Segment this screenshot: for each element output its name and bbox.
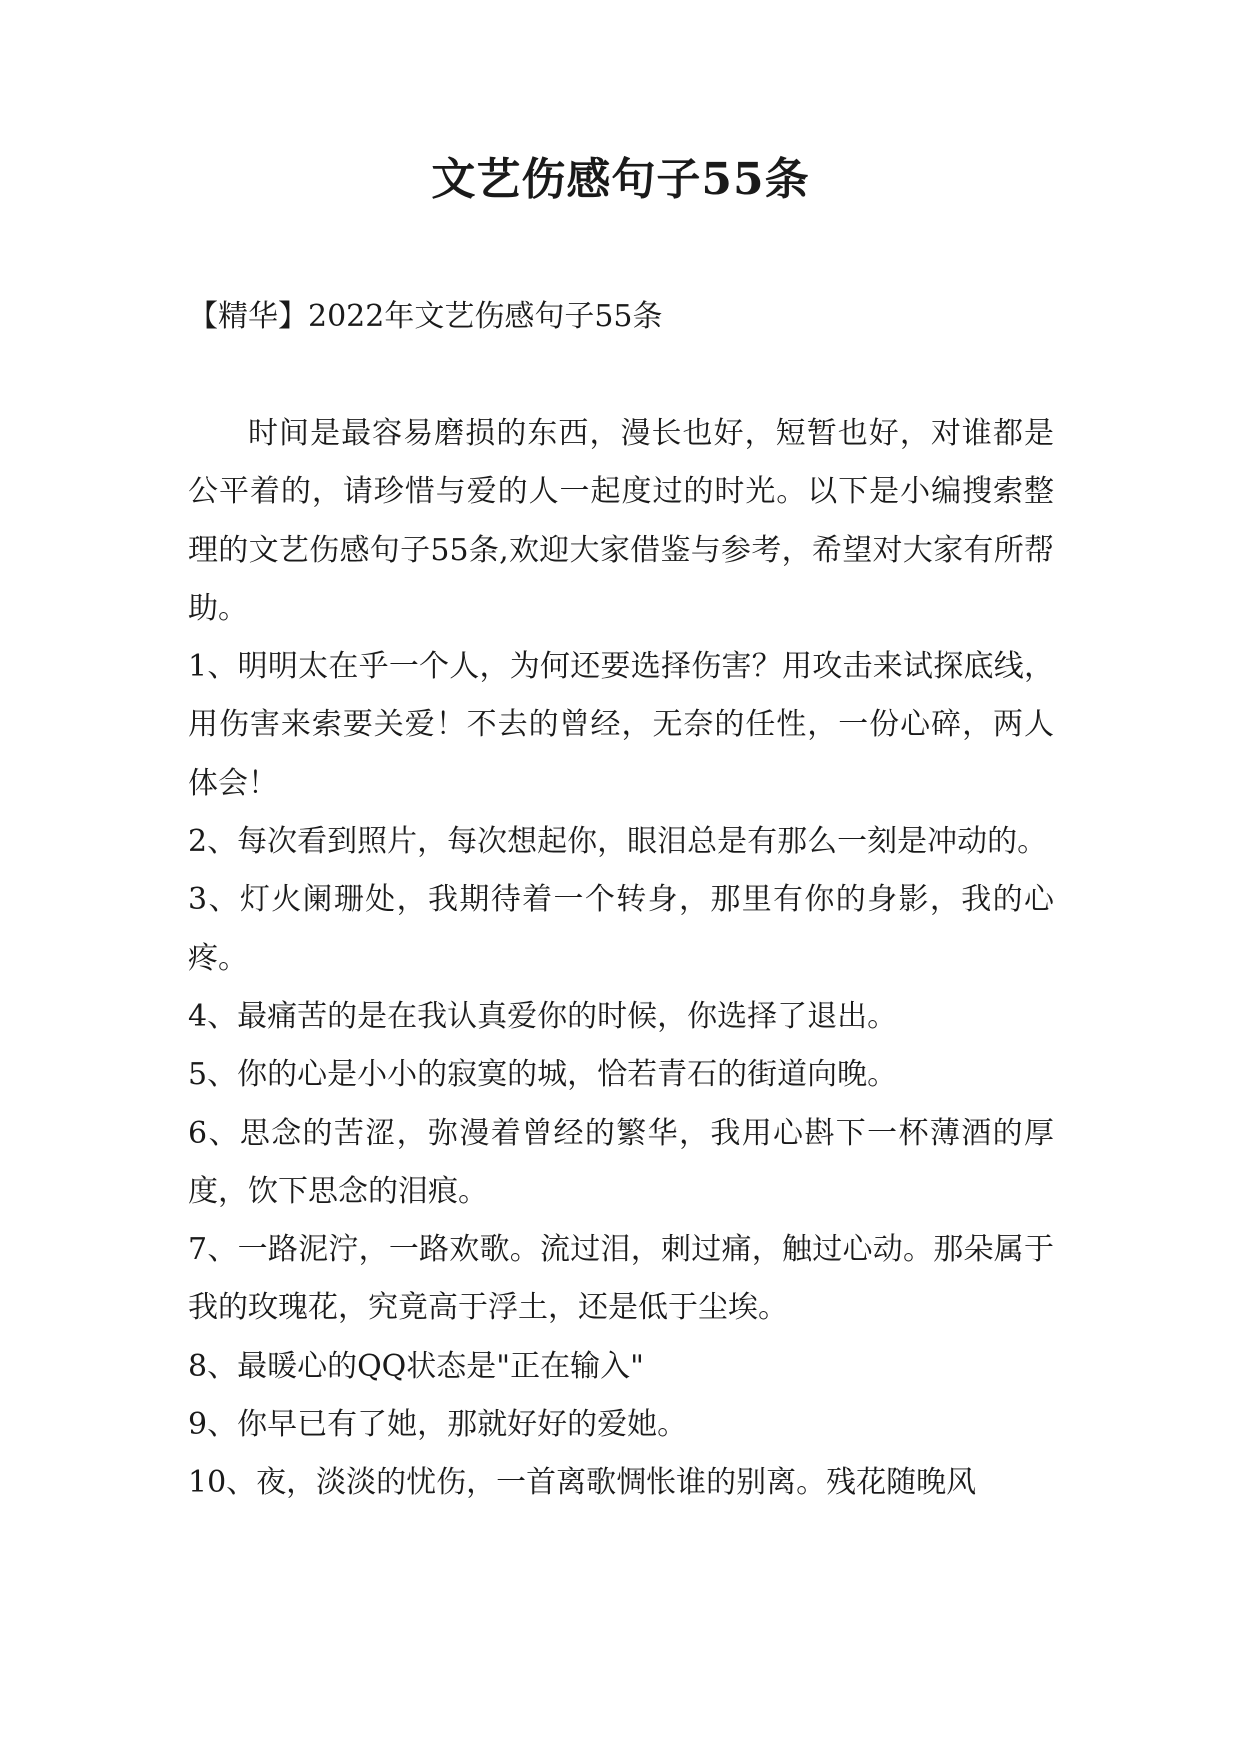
list-item-5: 5、你的心是小小的寂寞的城，恰若青石的街道向晚。 (188, 1057, 898, 1093)
document-body (188, 405, 1054, 1513)
list-item-4: 4、最痛苦的是在我认真爱你的时候，你选择了退出。 (188, 998, 898, 1034)
document-title: 文艺伤感句子55条 (431, 154, 810, 205)
list-item-6: 6、思念的苦涩，弥漫着曾经的繁华，我用心斟下一杯薄酒的厚度，饮下思念的泪痕。 (188, 1115, 1054, 1209)
list-item-9: 9、你早已有了她，那就好好的爱她。 (188, 1407, 688, 1443)
document-subtitle: 【精华】2022年文艺伤感句子55条 (188, 299, 663, 334)
list-item-10: 10、夜，淡淡的忧伤，一首离歌惆怅谁的别离。残花随晚风 (188, 1465, 977, 1501)
list-item-8: 8、最暖心的QQ状态是"正在输入" (188, 1348, 644, 1384)
list-item-3: 3、灯火阑珊处，我期待着一个转身，那里有你的身影，我的心疼。 (188, 882, 1054, 976)
list-item-7: 7、一路泥泞，一路欢歌。流过泪，刺过痛，触过心动。那朵属于我的玫瑰花，究竟高于浮土，还是低于尘埃。 (188, 1232, 1054, 1326)
list-item-2: 2、每次看到照片，每次想起你，眼泪总是有那么一刻是冲动的。 (188, 824, 1048, 860)
intro-paragraph: 时间是最容易磨损的东西，漫长也好，短暂也好，对谁都是公平着的，请珍惜与爱的人一起度过的时光。以下是小编搜索整理的文艺伤感句子55条,欢迎大家借鉴与参考，希望对大家有所帮助。 (188, 416, 1054, 626)
list-item-1: 1、明明太在乎一个人，为何还要选择伤害？用攻击来试探底线，用伤害来索要关爱！不去的曾经，无奈的任性，一份心碎，两人体会！ (188, 649, 1054, 801)
